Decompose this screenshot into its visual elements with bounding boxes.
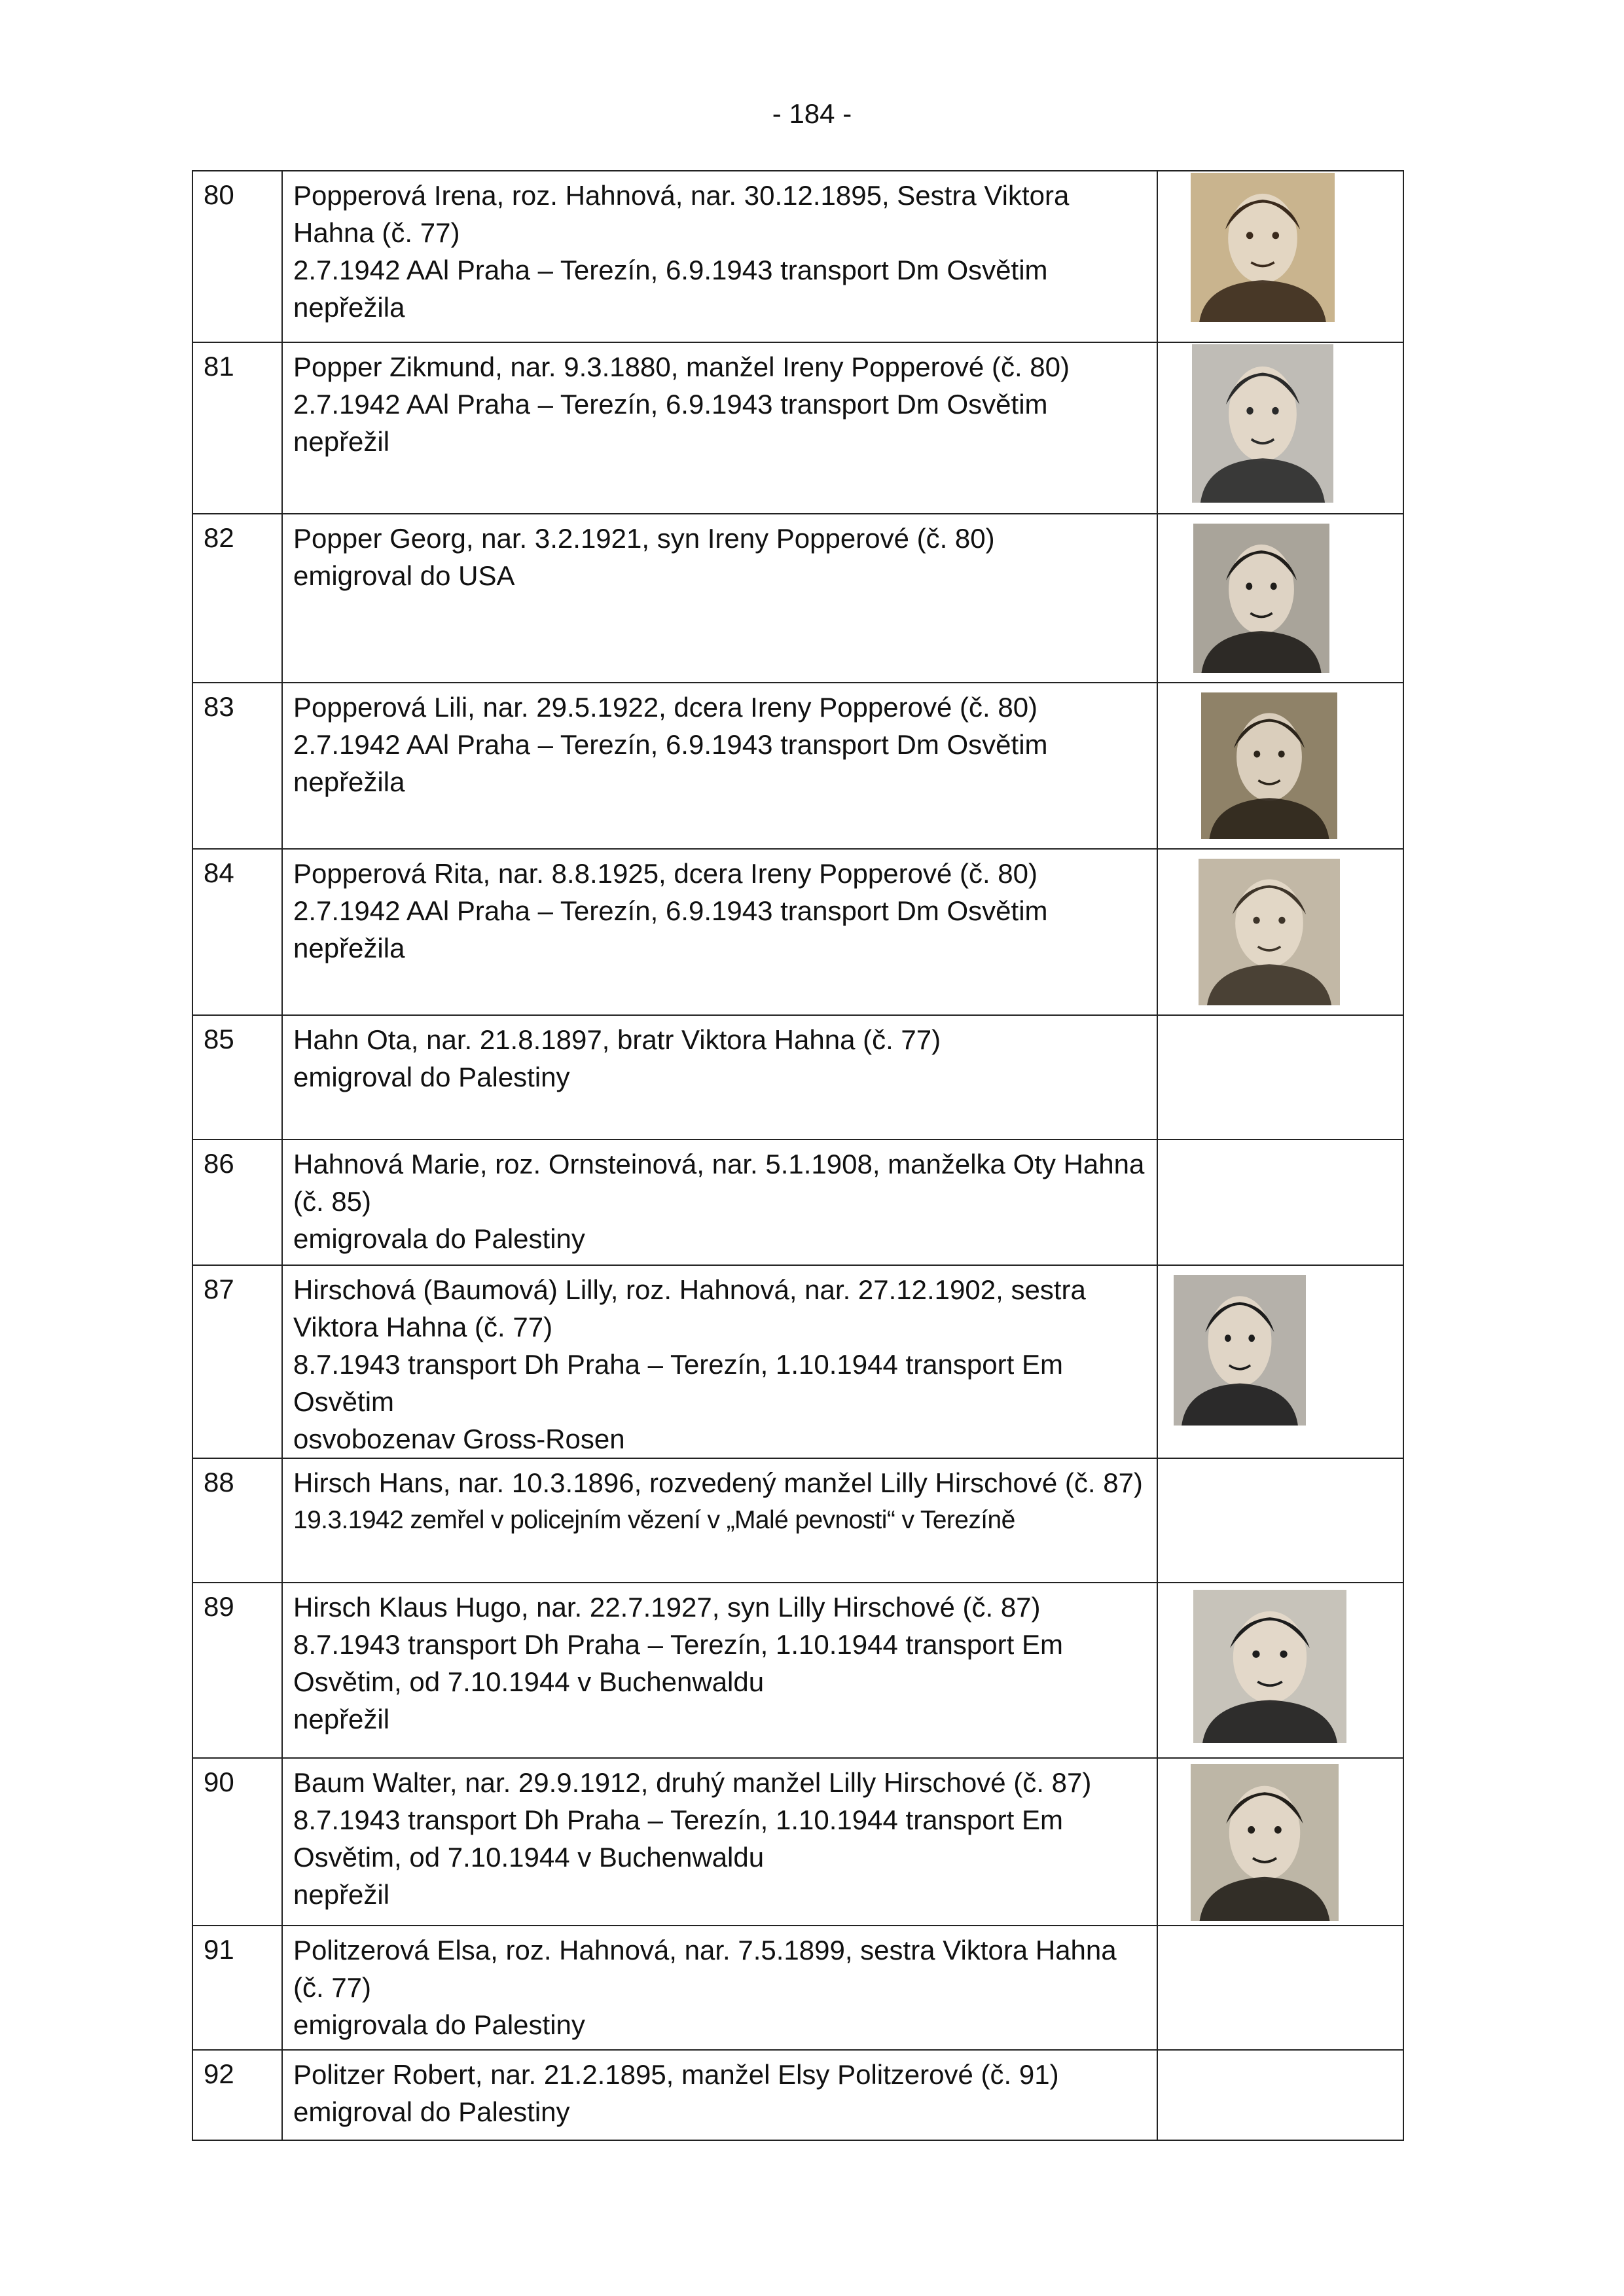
portrait-photo (1192, 344, 1333, 503)
record-photo-cell (1157, 1015, 1403, 1139)
record-line: emigroval do Palestiny (293, 1062, 570, 1092)
record-text (282, 1926, 1157, 2050)
record-row (192, 683, 1403, 849)
record-photo-cell (1157, 849, 1403, 1015)
record-photo-cell (1157, 1926, 1403, 2050)
record-photo-cell (1157, 1139, 1403, 1265)
record-photo-cell (1157, 683, 1403, 849)
record-line: nepřežila (293, 933, 405, 963)
record-number: 90 (192, 1758, 282, 1926)
record-number: 89 (192, 1583, 282, 1758)
record-line: Popper Zikmund, nar. 9.3.1880, manžel Ireny Popperové (č. 80) (293, 351, 1070, 382)
record-text (282, 171, 1157, 342)
record-number: 82 (192, 514, 282, 683)
record-line: 8.7.1943 transport Dh Praha – Terezín, 1.10.1944 transport Em (293, 1804, 1063, 1835)
record-line: nepřežila (293, 292, 405, 323)
portrait-photo (1191, 1764, 1339, 1921)
record-photo-cell (1157, 342, 1403, 514)
record-number: 87 (192, 1265, 282, 1458)
record-text (282, 1758, 1157, 1926)
record-photo-cell (1157, 2050, 1403, 2140)
record-row (192, 1758, 1403, 1926)
record-number: 80 (192, 171, 282, 342)
record-line: Politzer Robert, nar. 21.2.1895, manžel Elsy Politzerové (č. 91) (293, 2059, 1059, 2090)
record-line: 2.7.1942 AAl Praha – Terezín, 6.9.1943 transport Dm Osvětim (293, 255, 1048, 285)
record-photo-cell (1157, 514, 1403, 683)
record-photo-cell (1157, 1583, 1403, 1758)
record-text (282, 1139, 1157, 1265)
record-line: Politzerová Elsa, roz. Hahnová, nar. 7.5.1899, sestra Viktora Hahna (293, 1935, 1117, 1965)
record-line: Popperová Rita, nar. 8.8.1925, dcera Ireny Popperové (č. 80) (293, 858, 1038, 889)
record-text (282, 1458, 1157, 1583)
record-line: Osvětim, od 7.10.1944 v Buchenwaldu (293, 1842, 765, 1873)
record-number: 86 (192, 1139, 282, 1265)
record-line: Osvětim, od 7.10.1944 v Buchenwaldu (293, 1666, 765, 1697)
record-number: 81 (192, 342, 282, 514)
record-line: Osvětim (293, 1386, 395, 1417)
portrait-photo (1191, 173, 1335, 322)
record-line: Viktora Hahna (č. 77) (293, 1312, 553, 1342)
record-line: nepřežil (293, 1704, 390, 1734)
record-text (282, 1265, 1157, 1458)
record-line: nepřežil (293, 426, 390, 457)
record-text (282, 849, 1157, 1015)
record-line: (č. 77) (293, 1972, 372, 2003)
record-line: Hahna (č. 77) (293, 217, 460, 248)
record-line: Hirsch Klaus Hugo, nar. 22.7.1927, syn Lilly Hirschové (č. 87) (293, 1592, 1041, 1623)
record-row (192, 514, 1403, 683)
record-number: 83 (192, 683, 282, 849)
records-table (192, 170, 1404, 2141)
portrait-photo (1199, 859, 1340, 1005)
record-line: nepřežila (293, 766, 405, 797)
record-line: 2.7.1942 AAl Praha – Terezín, 6.9.1943 transport Dm Osvětim (293, 895, 1048, 926)
record-number: 84 (192, 849, 282, 1015)
portrait-photo (1193, 524, 1329, 673)
record-text (282, 1583, 1157, 1758)
record-line: Hahnová Marie, roz. Ornsteinová, nar. 5.1.1908, manželka Oty Hahna (293, 1149, 1145, 1179)
record-line: nepřežil (293, 1879, 390, 1910)
record-text (282, 342, 1157, 514)
portrait-photo (1174, 1275, 1306, 1426)
record-text (282, 514, 1157, 683)
record-line: Popperová Lili, nar. 29.5.1922, dcera Ireny Popperové (č. 80) (293, 692, 1038, 723)
record-line: 19.3.1942 zemřel v policejním vězení v „Malé pevnosti“ v Terezíně (293, 1506, 1015, 1534)
record-line: emigroval do USA (293, 560, 515, 591)
page-number: - 184 - (772, 98, 852, 129)
record-line: Hirschová (Baumová) Lilly, roz. Hahnová, nar. 27.12.1902, sestra (293, 1274, 1086, 1305)
record-row (192, 1458, 1403, 1583)
record-row (192, 1139, 1403, 1265)
record-line: Hahn Ota, nar. 21.8.1897, bratr Viktora Hahna (č. 77) (293, 1024, 941, 1055)
record-line: Popperová Irena, roz. Hahnová, nar. 30.12.1895, Sestra Viktora (293, 180, 1070, 211)
record-row (192, 849, 1403, 1015)
record-photo-cell (1157, 1265, 1403, 1458)
record-row (192, 1265, 1403, 1458)
record-photo-cell (1157, 171, 1403, 342)
record-text (282, 683, 1157, 849)
record-row (192, 1926, 1403, 2050)
portrait-photo (1201, 692, 1337, 839)
record-line: 8.7.1943 transport Dh Praha – Terezín, 1.10.1944 transport Em (293, 1629, 1063, 1660)
record-line: Popper Georg, nar. 3.2.1921, syn Ireny Popperové (č. 80) (293, 523, 995, 554)
record-row (192, 1015, 1403, 1139)
record-line: 2.7.1942 AAl Praha – Terezín, 6.9.1943 transport Dm Osvětim (293, 729, 1048, 760)
record-row (192, 342, 1403, 514)
record-text (282, 2050, 1157, 2140)
record-line: emigroval do Palestiny (293, 2096, 570, 2127)
record-row (192, 171, 1403, 342)
record-number: 91 (192, 1926, 282, 2050)
records-table-body (192, 171, 1403, 2140)
record-photo-cell (1157, 1458, 1403, 1583)
record-number: 92 (192, 2050, 282, 2140)
record-line: (č. 85) (293, 1186, 372, 1217)
portrait-photo (1193, 1590, 1346, 1743)
record-line: Hirsch Hans, nar. 10.3.1896, rozvedený manžel Lilly Hirschové (č. 87) (293, 1467, 1143, 1498)
record-row (192, 1583, 1403, 1758)
record-row (192, 2050, 1403, 2140)
record-line: emigrovala do Palestiny (293, 2009, 585, 2040)
record-text (282, 1015, 1157, 1139)
record-number: 88 (192, 1458, 282, 1583)
record-number: 85 (192, 1015, 282, 1139)
record-line: osvobozenav Gross-Rosen (293, 1424, 625, 1454)
record-photo-cell (1157, 1758, 1403, 1926)
record-line: 2.7.1942 AAl Praha – Terezín, 6.9.1943 transport Dm Osvětim (293, 389, 1048, 420)
record-line: emigrovala do Palestiny (293, 1223, 585, 1254)
record-line: Baum Walter, nar. 29.9.1912, druhý manžel Lilly Hirschové (č. 87) (293, 1767, 1092, 1798)
record-line: 8.7.1943 transport Dh Praha – Terezín, 1.10.1944 transport Em (293, 1349, 1063, 1380)
